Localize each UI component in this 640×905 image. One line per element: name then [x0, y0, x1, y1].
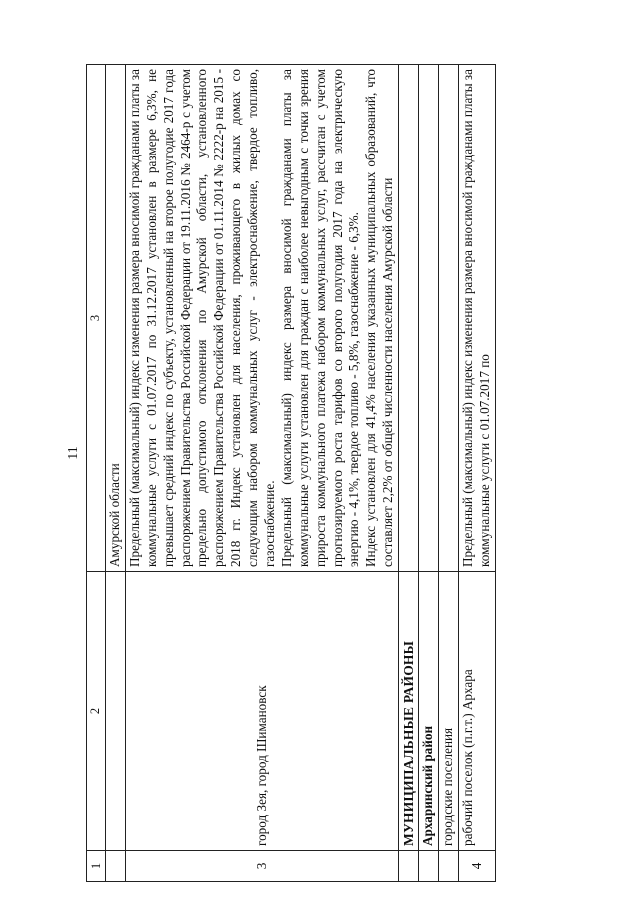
index-table	[86, 64, 496, 882]
empty-cell	[439, 65, 459, 572]
row-description	[125, 65, 398, 572]
row-number: 4	[459, 851, 496, 882]
empty-cell	[419, 65, 439, 572]
description-paragraph: Индекс установлен для 41,4% населения указанных муниципальных образований, что составляет 2,2% от общей численности населения Амурской области	[363, 69, 396, 567]
row-number	[439, 851, 459, 882]
description-paragraph: Предельный (максимальный) индекс изменения размера вносимой гражданами платы за коммунальные услуги с 01.07.2017 по 31.12.2017 установлен в размере 6,3%, не превышает средний индекс по субъекту, установленный на второе полугодие 2017 года распоряжением Правительства Российской Федерации от 19.11.2016 № 2464-р с учетом предельно допустимого отклонения по Амурской области, установленного распоряжением Правительства Российской Федерации от 01.11.2014 № 2222-р на 2015 - 2018 гг. Индекс установлен для населения, проживающего в жилых домах со следующим набором коммунальных услуг - электроснабжение, твердое топливо, газоснабжение.	[126, 69, 278, 567]
section-row	[399, 65, 419, 882]
subsection-name: городские поселения	[439, 572, 459, 851]
row-name: город Зея, город Шимановск	[125, 572, 398, 851]
rotated-table-sheet	[86, 64, 590, 882]
table-row	[125, 65, 398, 882]
row-number	[419, 851, 439, 882]
table-row	[106, 65, 126, 882]
header-col-1: 1	[87, 851, 106, 882]
header-row	[87, 65, 106, 882]
district-row	[419, 65, 439, 882]
row-number: 3	[125, 851, 398, 882]
header-col-2: 2	[87, 572, 106, 851]
district-name: Архаринский район	[419, 572, 439, 851]
page-number: 11	[66, 446, 81, 460]
section-title: МУНИЦИПАЛЬНЫЕ РАЙОНЫ	[399, 572, 419, 851]
row-number	[106, 851, 126, 882]
subsection-row	[439, 65, 459, 882]
amur-note: Амурской области	[106, 65, 126, 572]
row-name: рабочий поселок (п.г.т.) Архара	[459, 572, 496, 851]
empty-cell	[399, 65, 419, 572]
description-paragraph: Предельный (максимальный) индекс размера вносимой гражданами платы за коммунальные услуги установлен для граждан с наиболее невыгодным с точки зрения прироста коммунального платежа набором коммунальных услуг, рассчитан с учетом прогнозируемого роста тарифов со второго полугодия 2017 года на электрическую энергию - 4,1%, твердое топливо - 5,8%, газоснабжение - 6,3%.	[278, 69, 362, 567]
row-number	[399, 851, 419, 882]
header-col-3: 3	[87, 65, 106, 572]
row-description: Предельный (максимальный) индекс изменения размера вносимой гражданами платы за коммунальные услуги с 01.07.2017 по	[459, 65, 496, 572]
table-row	[459, 65, 496, 882]
row-name	[106, 572, 126, 851]
